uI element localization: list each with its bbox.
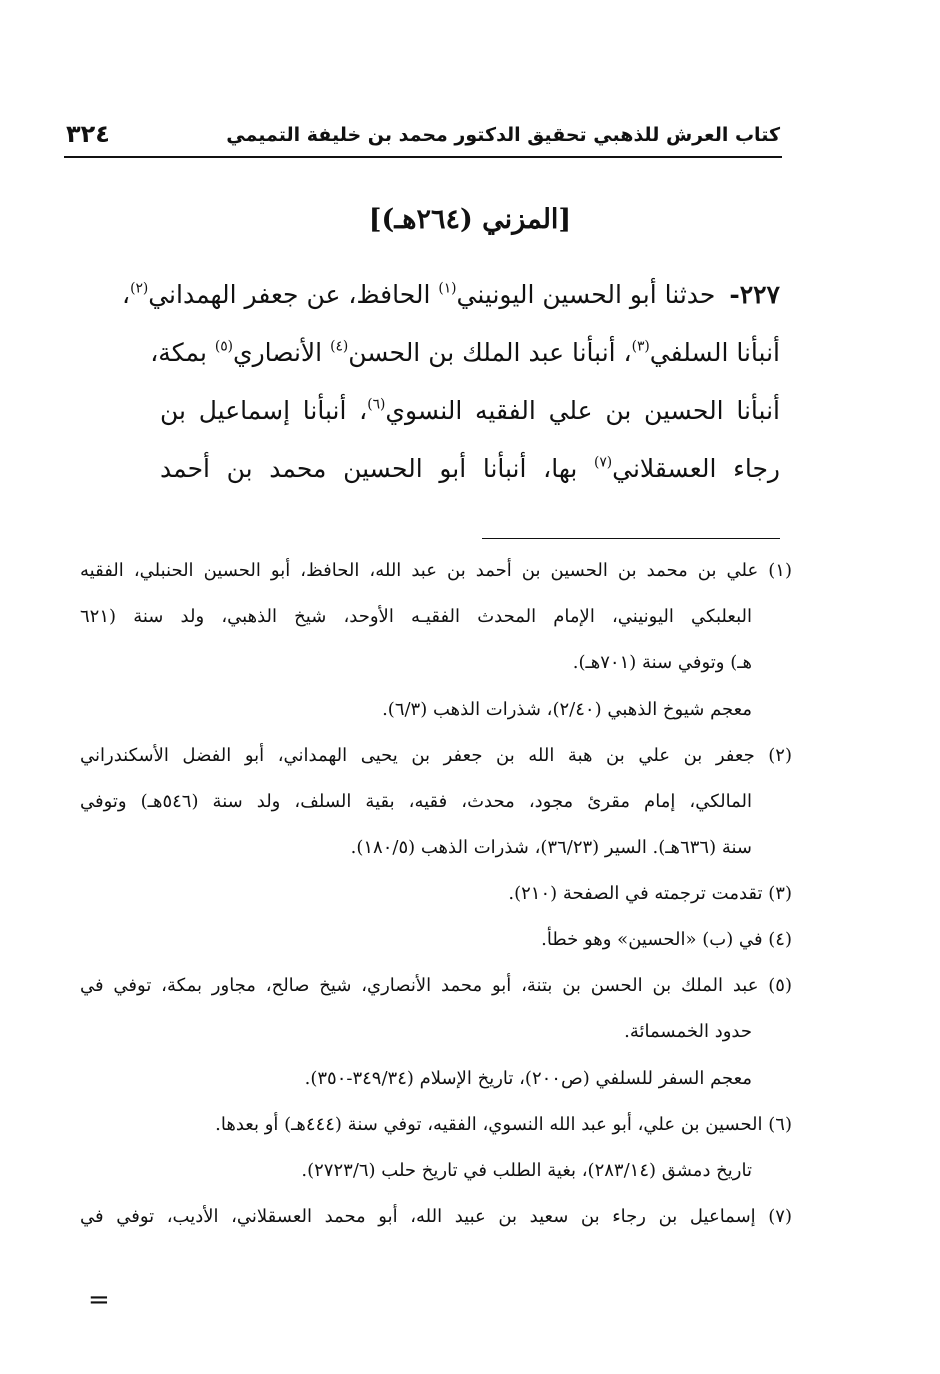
main-text-segment: الحافظ، عن جعفر الهمداني xyxy=(148,280,431,309)
main-text-line-4 xyxy=(160,440,780,498)
page-number: ٣٢٤ xyxy=(66,120,110,148)
hadith-number: ٢٢٧- xyxy=(729,280,780,309)
footnote-1-line-2: البعلبكي اليونيني، الإمام المحدث الفقيـه الأوحد، شيخ الذهبي، ولد سنة (٦٢١ xyxy=(80,606,752,627)
footnote-4: (٤) في (ب) «الحسين» وهو خطأ. xyxy=(541,929,792,950)
footnote-6-line-1: (٦) الحسين بن علي، أبو عبد الله النسوي، الفقيه، توفي سنة (٤٤٤هـ) أو بعدها. xyxy=(215,1114,792,1135)
footnote-ref: (٦) xyxy=(367,396,386,413)
header-divider xyxy=(64,156,782,158)
footnotes xyxy=(80,560,792,1227)
footnote-2-line-2: المالكي، إمام مقرئ مجود، محدث، فقيه، بقية السلف، ولد سنة (٥٤٦هـ) وتوفي xyxy=(80,791,752,812)
footnote-3: (٣) تقدمت ترجمته في الصفحة (٢١٠). xyxy=(508,883,792,904)
main-text-segment: بمكة، xyxy=(150,338,207,367)
main-text-line-2 xyxy=(150,324,780,382)
main-text-segment: حدثنا أبو الحسين اليونيني xyxy=(456,280,716,309)
main-text-segment: ، xyxy=(121,280,131,309)
footnote-ref: (١) xyxy=(438,280,457,297)
footnote-1-line-1: (١) علي بن محمد بن الحسين بن أحمد بن عبد الله، الحافظ، أبو الحسين الحنبلي، الفقيه xyxy=(80,560,792,581)
header-title: كتاب العرش للذهبي تحقيق الدكتور محمد بن خليفة التميمي xyxy=(226,124,780,146)
main-text-segment: أنبأنا السلفي xyxy=(649,338,780,367)
main-text-segment: الأنصاري xyxy=(233,338,323,367)
main-text-segment: ، أنبأنا إسماعيل بن xyxy=(160,396,368,425)
main-text-segment: أنبأنا الحسين بن علي الفقيه النسوي xyxy=(385,396,780,425)
footnote-2-line-1: (٢) جعفر بن علي بن هبة الله بن جعفر بن يحيى الهمداني، أبو الفضل الأسكندراني xyxy=(80,745,792,766)
section-heading: [المزني (٢٦٤هـ)] xyxy=(368,204,572,235)
footnote-2-line-3: سنة (٦٣٦هـ). السير (٣٦/٢٣)، شذرات الذهب (١٨٠/٥). xyxy=(350,837,752,858)
footnote-divider xyxy=(482,538,780,539)
continuation-mark: = xyxy=(88,1285,110,1315)
footnote-ref: (٥) xyxy=(214,338,234,355)
main-text-segment: رجاء العسقلاني xyxy=(612,454,780,483)
footnote-5-line-2: حدود الخمسمائة. xyxy=(624,1021,752,1042)
footnote-1-source: معجم شيوخ الذهبي (٢/٤٠)، شذرات الذهب (٦/٣). xyxy=(382,699,752,720)
main-text-segment: ، أنبأنا عبد الملك بن الحسن xyxy=(348,338,632,367)
footnote-ref: (٢) xyxy=(130,280,149,297)
footnote-ref: (٤) xyxy=(330,338,349,355)
footnote-5-line-1: (٥) عبد الملك بن الحسن بن بتنة، أبو محمد الأنصاري، شيخ صالح، مجاور بمكة، توفي في xyxy=(80,975,792,996)
footnote-5-source: معجم السفر للسلفي (ص٢٠٠)، تاريخ الإسلام (٣٤٩/٣٤-٣٥٠). xyxy=(304,1068,752,1089)
main-text-line-3 xyxy=(160,382,780,440)
main-text xyxy=(121,266,780,498)
footnote-ref: (٣) xyxy=(631,338,650,355)
footnote-1-line-3: هـ) وتوفي سنة (٧٠١هـ). xyxy=(572,652,752,673)
footnote-ref: (٧) xyxy=(593,454,613,471)
running-header xyxy=(66,118,780,158)
main-text-line-1 xyxy=(121,266,780,324)
footnote-6-source: تاريخ دمشق (٢٨٣/١٤)، بغية الطلب في تاريخ حلب (٢٧٢٣/٦). xyxy=(301,1160,752,1181)
main-text-segment: بها، أنبأنا أبو الحسين محمد بن أحمد xyxy=(160,454,578,483)
footnote-7-line-1: (٧) إسماعيل بن رجاء بن سعيد بن عبيد الله، أبو محمد العسقلاني، الأديب، توفي في xyxy=(80,1206,792,1227)
